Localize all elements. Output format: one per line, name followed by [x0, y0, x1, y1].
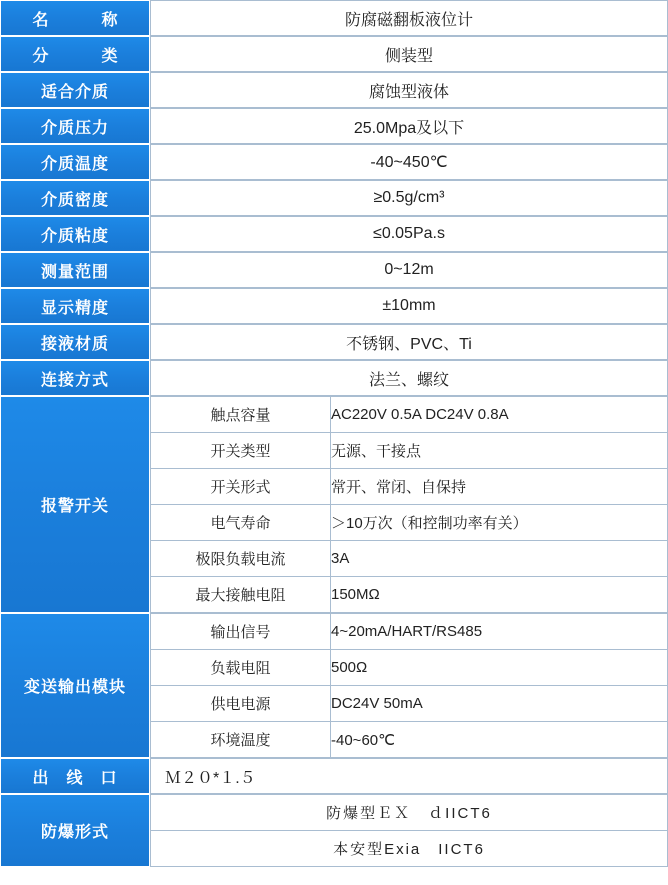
list-item [151, 686, 668, 722]
table-row-group-transmitter [0, 613, 668, 758]
transmitter-item-value-power-supply: DC24V 50mA [331, 686, 668, 722]
group-content-explosion-proof [150, 794, 668, 867]
alarm-item-value-max-contact-resistance: 150MΩ [331, 577, 668, 613]
table-row [0, 180, 668, 216]
list-item [151, 831, 668, 867]
table-row [0, 144, 668, 180]
alarm-item-name-switch-type: 开关类型 [151, 433, 331, 469]
table-row [0, 0, 668, 36]
transmitter-item-name-ambient-temperature: 环境温度 [151, 722, 331, 758]
alarm-switch-table [150, 396, 668, 613]
row-value-medium: 腐蚀型液体 [150, 72, 668, 108]
row-value-viscosity: ≤0.05Pa.s [150, 216, 668, 252]
row-label-range: 测量范围 [0, 252, 150, 288]
transmitter-item-value-ambient-temperature: -40~60℃ [331, 722, 668, 758]
alarm-item-name-max-contact-resistance: 最大接触电阻 [151, 577, 331, 613]
list-item [151, 614, 668, 650]
alarm-item-name-max-load-current: 极限负载电流 [151, 541, 331, 577]
transmitter-item-name-output-signal: 输出信号 [151, 614, 331, 650]
list-item [151, 505, 668, 541]
row-label-name: 名 称 [0, 0, 150, 36]
row-label-pressure: 介质压力 [0, 108, 150, 144]
transmitter-item-value-load-resistance: 500Ω [331, 650, 668, 686]
row-label-viscosity: 介质粘度 [0, 216, 150, 252]
list-item [151, 795, 668, 831]
list-item [151, 433, 668, 469]
list-item [151, 397, 668, 433]
row-value-wetted-material: 不锈钢、PVC、Ti [150, 324, 668, 360]
table-row [0, 360, 668, 396]
alarm-item-value-contact-capacity: AC220V 0.5A DC24V 0.8A [331, 397, 668, 433]
table-row [0, 108, 668, 144]
row-label-outlet: 出 线 口 [0, 758, 150, 794]
group-label-transmitter-module: 变送输出模块 [0, 613, 150, 758]
table-row [0, 288, 668, 324]
row-value-category: 侧装型 [150, 36, 668, 72]
alarm-item-name-electrical-life: 电气寿命 [151, 505, 331, 541]
table-row [0, 72, 668, 108]
list-item [151, 650, 668, 686]
row-value-density: ≥0.5g/cm³ [150, 180, 668, 216]
group-content-alarm-switch [150, 396, 668, 613]
table-row [0, 252, 668, 288]
row-label-accuracy: 显示精度 [0, 288, 150, 324]
row-value-name: 防腐磁翻板液位计 [150, 0, 668, 36]
list-item [151, 541, 668, 577]
transmitter-item-name-load-resistance: 负载电阻 [151, 650, 331, 686]
alarm-item-value-switch-type: 无源、干接点 [331, 433, 668, 469]
list-item [151, 722, 668, 758]
table-row-group-alarm-switch [0, 396, 668, 613]
row-value-outlet: Ｍ２０*１.５ [150, 758, 668, 794]
row-label-connection: 连接方式 [0, 360, 150, 396]
row-value-pressure: 25.0Mpa及以下 [150, 108, 668, 144]
table-row [0, 36, 668, 72]
transmitter-item-name-power-supply: 供电电源 [151, 686, 331, 722]
explosion-proof-value-exia: 本安型Exia IICT6 [151, 831, 668, 867]
group-content-transmitter-module [150, 613, 668, 758]
transmitter-item-value-output-signal: 4~20mA/HART/RS485 [331, 614, 668, 650]
row-label-wetted-material: 接液材质 [0, 324, 150, 360]
table-row [0, 758, 668, 794]
alarm-item-value-electrical-life: ＞10万次（和控制功率有关） [331, 505, 668, 541]
list-item [151, 469, 668, 505]
explosion-proof-value-ex-d: 防爆型ＥＸ ｄIICT6 [151, 795, 668, 831]
list-item [151, 577, 668, 613]
table-row [0, 324, 668, 360]
row-value-accuracy: ±10mm [150, 288, 668, 324]
row-label-density: 介质密度 [0, 180, 150, 216]
group-label-alarm-switch: 报警开关 [0, 396, 150, 613]
group-label-explosion-proof: 防爆形式 [0, 794, 150, 867]
explosion-proof-table [150, 794, 668, 867]
row-value-temperature: -40~450℃ [150, 144, 668, 180]
alarm-item-value-max-load-current: 3A [331, 541, 668, 577]
row-label-medium: 适合介质 [0, 72, 150, 108]
table-row [0, 216, 668, 252]
row-value-range: 0~12m [150, 252, 668, 288]
alarm-item-name-switch-form: 开关形式 [151, 469, 331, 505]
row-label-temperature: 介质温度 [0, 144, 150, 180]
transmitter-module-table [150, 613, 668, 758]
row-value-connection: 法兰、螺纹 [150, 360, 668, 396]
row-label-category: 分 类 [0, 36, 150, 72]
alarm-item-name-contact-capacity: 触点容量 [151, 397, 331, 433]
table-row-group-explosion-proof [0, 794, 668, 867]
alarm-item-value-switch-form: 常开、常闭、自保持 [331, 469, 668, 505]
